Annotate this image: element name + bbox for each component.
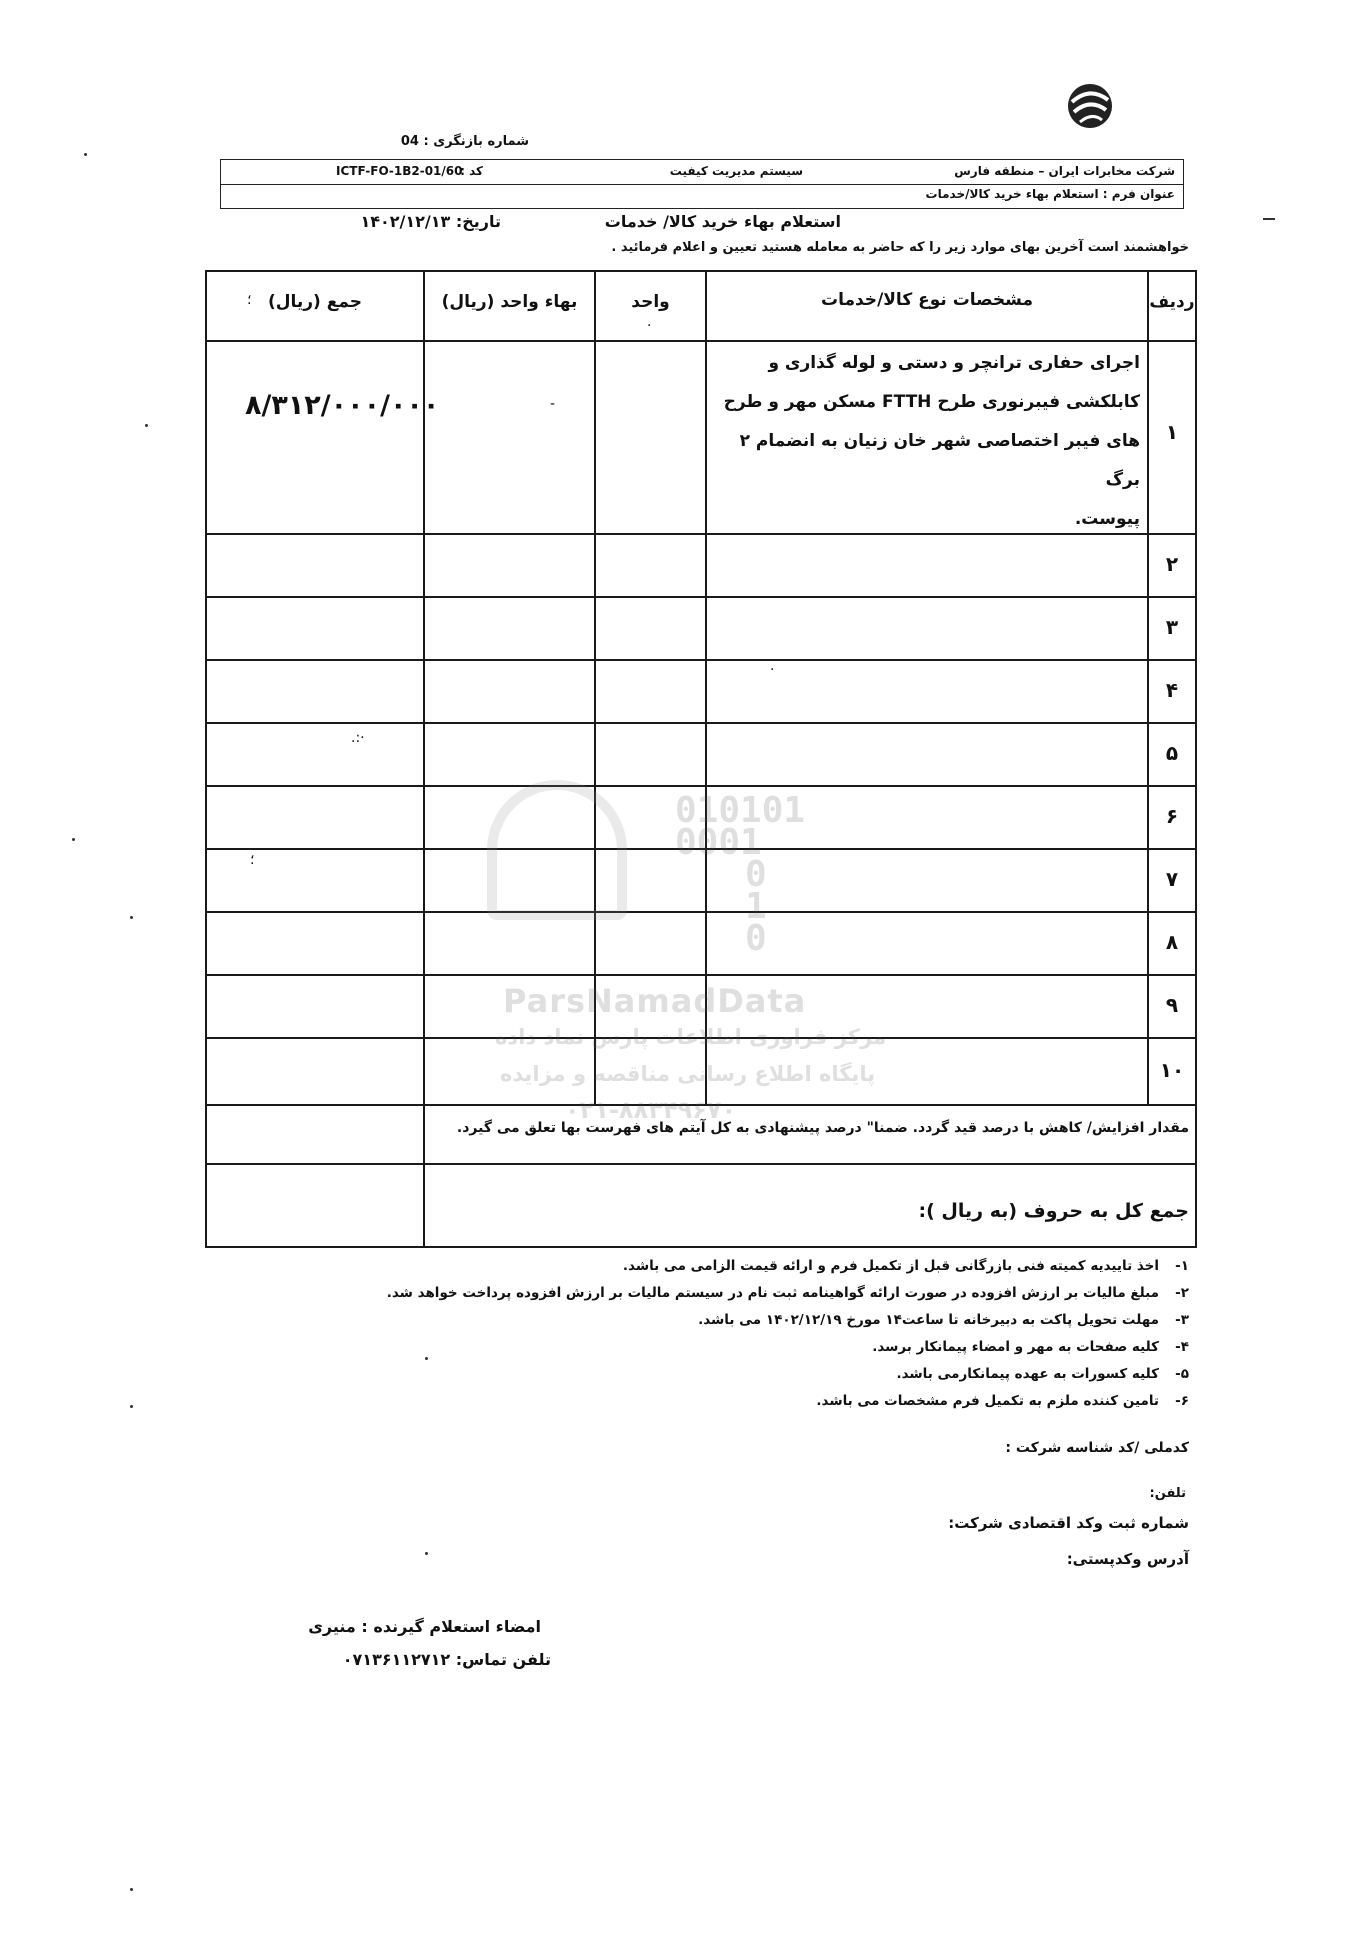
scan-speck [425,1552,428,1555]
watermark-digits: 010101 0001 0 1 0 [675,790,806,959]
ink-mark: - [550,396,556,412]
scan-speck [130,916,133,919]
scan-speck [72,838,75,841]
note-item: ۵-کلیه کسورات به عهده پیمانکارمی باشد. [896,1366,1189,1382]
note-item: ۲-مبلغ مالیات بر ارزش افزوده در صورت ارائه گواهینامه ثبت نام در سیستم مالیات بر ارزش افزوده پرداخت خواهد شد. [386,1285,1189,1301]
signer-name: امضاء استعلام گیرنده : منیری [308,1617,541,1636]
company-logo-icon [1062,78,1118,134]
header-unit: واحد [631,292,670,312]
row-number: ۶ [1165,804,1179,828]
row-number: ۷ [1165,867,1179,891]
row-number: ۸ [1165,930,1179,954]
row-number: ۱۰ [1159,1058,1185,1082]
items-table [205,270,1197,1248]
note-item: ۶-تامین کننده ملزم به تکمیل فرم مشخصات می باشد. [816,1393,1189,1409]
watermark-phone: ۰۲۱-۸۸۳۴۹۶۷۰ [565,1096,737,1124]
form-header-box [220,159,1184,209]
form-title: عنوان فرم : استعلام بهاء خرید کالا/خدمات [925,187,1175,201]
registration-label: شماره ثبت وکد اقتصادی شرکت: [948,1514,1189,1532]
watermark-logo-icon [487,780,627,920]
row-number: ۴ [1165,678,1179,702]
scan-speck [84,153,87,156]
national-id-label: کدملی /کد شناسه شرکت : [1005,1440,1189,1456]
row-number: ۱ [1165,420,1179,444]
address-label: آدرس وکدپستی: [1066,1550,1189,1568]
sum-in-words-label: جمع کل به حروف (به ریال ): [918,1200,1189,1222]
scan-speck [130,1888,133,1891]
scan-speck [425,1357,428,1360]
ink-mark: ؛ [247,292,252,308]
description-line: پیوست. [1074,509,1140,529]
notes-list [189,1253,1189,1415]
revision-number: شماره بازنگری : 04 [400,134,529,149]
ink-mark: .:· [351,730,365,746]
inquiry-date: تاریخ: ۱۴۰۲/۱۲/۱۳ [360,212,501,231]
form-code: ICTF-FO-1B2-01/60 [336,164,463,178]
header-unit-price: بهاء واحد (ریال) [441,292,578,312]
watermark-brand: ParsNamadData [503,982,807,1020]
row-1-total: ۸/۳۱۲/۰۰۰/۰۰۰ [245,390,440,421]
page-title: استعلام بهاء خرید کالا/ خدمات [604,212,841,231]
header-total: جمع (ریال) [267,292,363,312]
ink-mark: ؛ [250,852,255,868]
scan-speck [130,1405,133,1408]
row-number: ۵ [1165,741,1179,765]
phone-label: تلفن: [1149,1486,1186,1501]
note-item: ۳-مهلت تحویل پاکت به دبیرخانه تا ساعت۱۴ مورخ ۱۴۰۲/۱۲/۱۹ می باشد. [698,1312,1189,1328]
watermark-line1: مرکز فراوری اطلاعات پارس نماد داده [495,1025,887,1049]
ink-mark: . [647,314,652,330]
watermark-line2: پایگاه اطلاع رسانی مناقصه و مزایده [500,1062,876,1086]
header-row: ردیف [1149,292,1195,312]
ink-mark: · [770,662,775,678]
row-number: ۲ [1165,552,1179,576]
intro-text: خواهشمند است آخرین بهای موارد زیر را که حاضر به معامله هستید تعیین و اعلام فرمائید . [611,240,1189,255]
description-line: اجرای حفاری ترانچر و دستی و لوله گذاری و [768,353,1140,373]
company-name: شرکت مخابرات ایران – منطقه فارس [954,164,1175,178]
increase-decrease-note: مقدار افزایش/ کاهش با درصد قید گردد. ضمنا" درصد پیشنهادی به کل آیتم های فهرست بها تعلق می گیرد. [456,1120,1189,1136]
row-number: ۳ [1165,615,1179,639]
row-1-description [715,344,1140,539]
description-line: های فیبر اختصاصی شهر خان زنیان به انضمام ۲ برگ [739,431,1140,490]
row-number: ۹ [1165,993,1179,1017]
scan-speck [145,424,148,427]
system-name: سیستم مدیریت کیفیت [669,164,803,178]
note-item: ۱-اخذ تاییدیه کمیته فنی بازرگانی قبل از تکمیل فرم و ارائه قیمت الزامی می باشد. [622,1258,1189,1274]
scan-speck [1263,218,1275,220]
code-label: کد : [460,164,483,178]
header-spec: مشخصات نوع کالا/خدمات [821,290,1033,310]
contact-phone: تلفن تماس: ۰۷۱۳۶۱۱۲۷۱۲ [342,1650,551,1669]
description-line: کابلکشی فیبرنوری طرح FTTH مسکن مهر و طرح [723,392,1140,412]
note-item: ۴-کلیه صفحات به مهر و امضاء پیمانکار برسد. [872,1339,1189,1355]
